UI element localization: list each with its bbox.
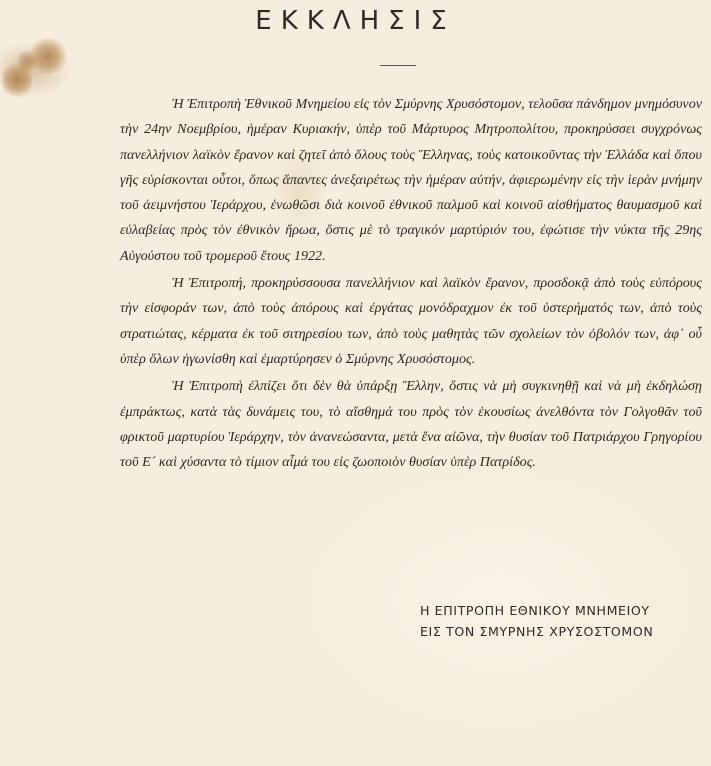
title-divider [380, 65, 416, 66]
document-title: ΕΚΚΛΗΣΙΣ [255, 6, 456, 36]
paragraph-2: Ἡ Ἐπιτροπή, προκηρύσσουσα πανελλήνιον καὶ λαϊκὸν ἔρανον, προσδοκᾷ ἀπὸ τοὺς εὐπόρους τὴν εἰσφοράν των, ἀπὸ τοὺς ἀπόρους καὶ ἐργάτας μονόδραχμον ἐκ τοῦ ὑστερήματός των, ἀπὸ τοὺς στρατιώτας, κέρματα ἐκ τοῦ σιτηρεσίου των, ἀπὸ τοὺς μαθητὰς τῶν σχολείων τὸν ὀβολόν των, ἀφ᾿ οὗ ὑπὲρ ὅλων ἠγωνίσθη καὶ ἐμαρτύρησεν ὁ Σμύρνης Χρυσόστομος. [120, 275, 702, 367]
signature-line-1: Η ΕΠΙΤΡΟΠΗ ΕΘΝΙΚΟΥ ΜΝΗΜΕΙΟΥ [420, 603, 650, 618]
document-body [120, 92, 702, 477]
signature-block [420, 600, 653, 642]
stain-mark [16, 50, 38, 72]
paragraph-3: Ἡ Ἐπιτροπὴ ἐλπίζει ὅτι δὲν θὰ ὑπάρξῃ Ἕλλην, ὅστις νὰ μὴ συγκινηθῇ καὶ νὰ μὴ ἐκδηλώσῃ ἐμπράκτως, κατὰ τὰς δυνάμεις του, τὸ αἴσθημά του πρὸς τὸν ἑκουσίως ἀνελθόντα τὸν Γολγοθᾶν τοῦ φρικτοῦ μαρτυρίου Ἱεράρχην, τὸν ἀνανεώσαντα, μετὰ ἕνα αἰῶνα, τὴν θυσίαν τοῦ Πατριάρχου Γρηγορίου τοῦ Ε´ καὶ χύσαντα τὸ τίμιον αἷμά του εἰς ζωοποιὸν θυσίαν ὑπὲρ Πατρίδος. [120, 378, 702, 471]
paragraph-1: Ἡ Ἐπιτροπὴ Ἐθνικοῦ Μνημείου εἰς τὸν Σμύρνης Χρυσόστομον, τελοῦσα πάνδημον μνημόσυνον τὴν 24ην Νοεμβρίου, ἡμέραν Κυριακήν, ὑπὲρ τοῦ Μάρτυρος Μητροπολίτου, προκηρύσσει συγχρόνως πανελλήνιον λαϊκὸν ἔρανον καὶ ζητεῖ ἀπὸ ὅλους τοὺς Ἕλληνας, τοὺς κατοικοῦντας τὴν Ἑλλάδα καὶ ὅπου γῆς εὑρίσκονται οὗτοι, ὅπως ἅπαντες ἀνεξαιρέτως τὴν ἡμέραν αὐτήν, ἀφιερωμένην εἰς τὴν ἱερὰν μνήμην τοῦ ἀειμνήστου Ἱεράρχου, ἑνωθῶσι διὰ κοινοῦ ἐθνικοῦ παλμοῦ καὶ κοινοῦ αἰσθήματος θαυμασμοῦ καὶ εὐλαβείας πρὸς τὸν ἐθνικὸν ἥρωα, ὅστις μὲ τὸ τραγικόν μαρτύριόν του, ἐφώτισε τὴν νύκτα τῆς 29ης Αὐγούστου τοῦ τρομεροῦ ἔτους 1922. [120, 96, 702, 264]
signature-line-2: ΕΙΣ ΤΟΝ ΣΜΥΡΝΗΣ ΧΡΥΣΟΣΤΟΜΟΝ [420, 624, 654, 639]
